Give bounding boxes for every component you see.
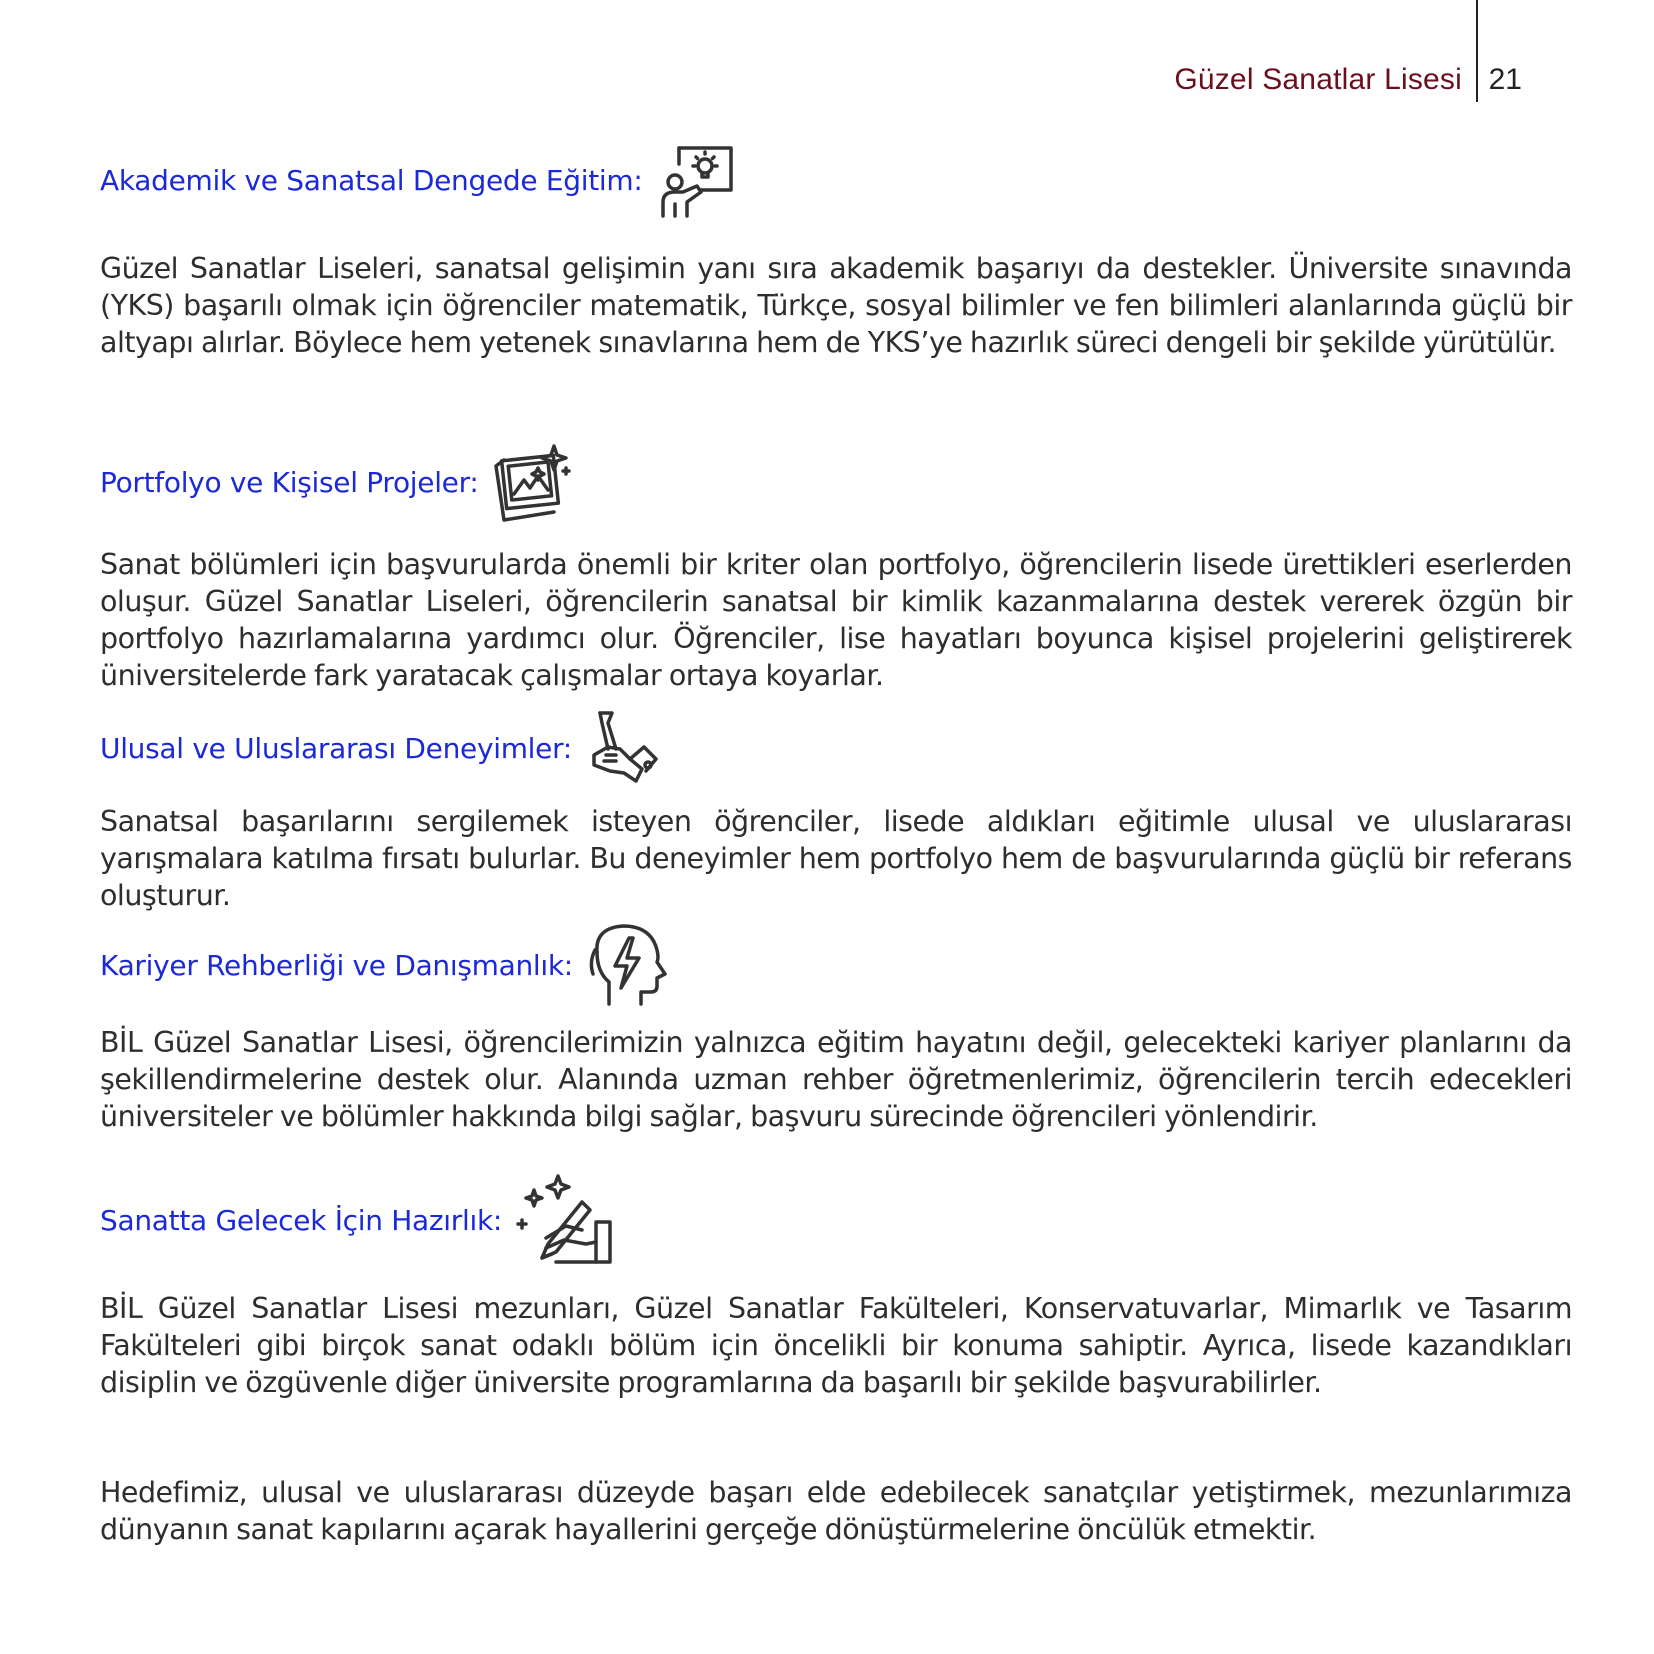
section-heading-future [100,1172,616,1268]
section-body-career: BİL Güzel Sanatlar Lisesi, öğrencilerimizin yalnızca eğitim hayatını değil, gelecekteki kariyer planlarını da şekillendirmelerine destek olur. Alanında uzman rehber öğretmenlerimiz, öğrencilerin tercih edecekleri üniversiteler ve bölümler hakkında bilgi sağlar, başvuru sürecinde öğrencileri yönlendirir. [100,1026,1572,1133]
section-heading-academic [100,140,737,220]
section-title: Sanatta Gelecek İçin Hazırlık: [100,1203,503,1237]
section-title: Portfolyo ve Kişisel Projeler: [100,465,479,499]
head-lightning-icon [587,922,669,1008]
running-header [1174,58,1478,102]
section-heading-experiences [100,708,662,788]
running-header-title: Güzel Sanatlar Lisesi [1174,63,1462,96]
section-heading-career [100,920,669,1010]
section-body-academic: Güzel Sanatlar Liseleri, sanatsal gelişimin yanı sıra akademik başarıyı da destekler. Üniversite sınavında (YKS) başarılı olmak için öğrenciler matematik, Türkçe, sosyal bilimler ve fen bilimleri alanlarında güçlü bir altyapı alırlar. Böylece hem yetenek sınavlarına hem de YKS’ye hazırlık süreci dengeli bir şekilde yürütülür. [100,252,1572,359]
section-title: Ulusal ve Uluslararası Deneyimler: [100,731,572,765]
section-body-portfolio: Sanat bölümleri için başvurularda önemli bir kriter olan portfolyo, öğrencilerin lisede ürettikleri eserlerden oluşur. Güzel Sanatlar Liseleri, öğrencilerin sanatsal bir kimlik kazanmalarına destek vererek özgün bir portfolyo hazırlamalarına yardımcı olur. Öğrenciler, lise hayatları boyunca kişisel projelerini geliştirerek üniversitelerde fark yaratacak çalışmalar ortaya koyarlar. [100,548,1572,692]
hand-pen-sparkle-icon [516,1172,616,1268]
section-heading-portfolio [100,437,574,527]
closing-paragraph: Hedefimiz, ulusal ve uluslararası düzeyde başarı elde edebilecek sanatçılar yetiştirmek, mezunlarımıza dünyanın sanat kapılarını açarak hayallerini gerçeğe dönüştürmelerine öncülük etmektir. [100,1476,1572,1546]
section-body-future: BİL Güzel Sanatlar Lisesi mezunları, Güzel Sanatlar Fakülteleri, Konservatuvarlar, Mimarlık ve Tasarım Fakülteleri gibi birçok sanat odaklı bölüm için öncelikli bir konuma sahiptir. Ayrıca, lisede kazandıkları disiplin ve özgüvenle diğer üniversite programlarına da başarılı bir şekilde başvurabilirler. [100,1292,1572,1399]
page-number: 21 [1488,63,1522,96]
section-title: Akademik ve Sanatsal Dengede Eğitim: [100,163,643,197]
teacher-lightbulb-icon [657,140,737,220]
hand-brush-icon [586,709,662,787]
section-body-experiences: Sanatsal başarılarını sergilemek isteyen öğrenciler, lisede aldıkları eğitimle ulusal ve uluslararası yarışmalara katılma fırsatı bulurlar. Bu deneyimler hem portfolyo hem de başvurularında güçlü bir referans oluşturur. [100,805,1572,912]
section-title: Kariyer Rehberliği ve Danışmanlık: [100,948,573,982]
picture-sparkle-icon [492,440,574,524]
